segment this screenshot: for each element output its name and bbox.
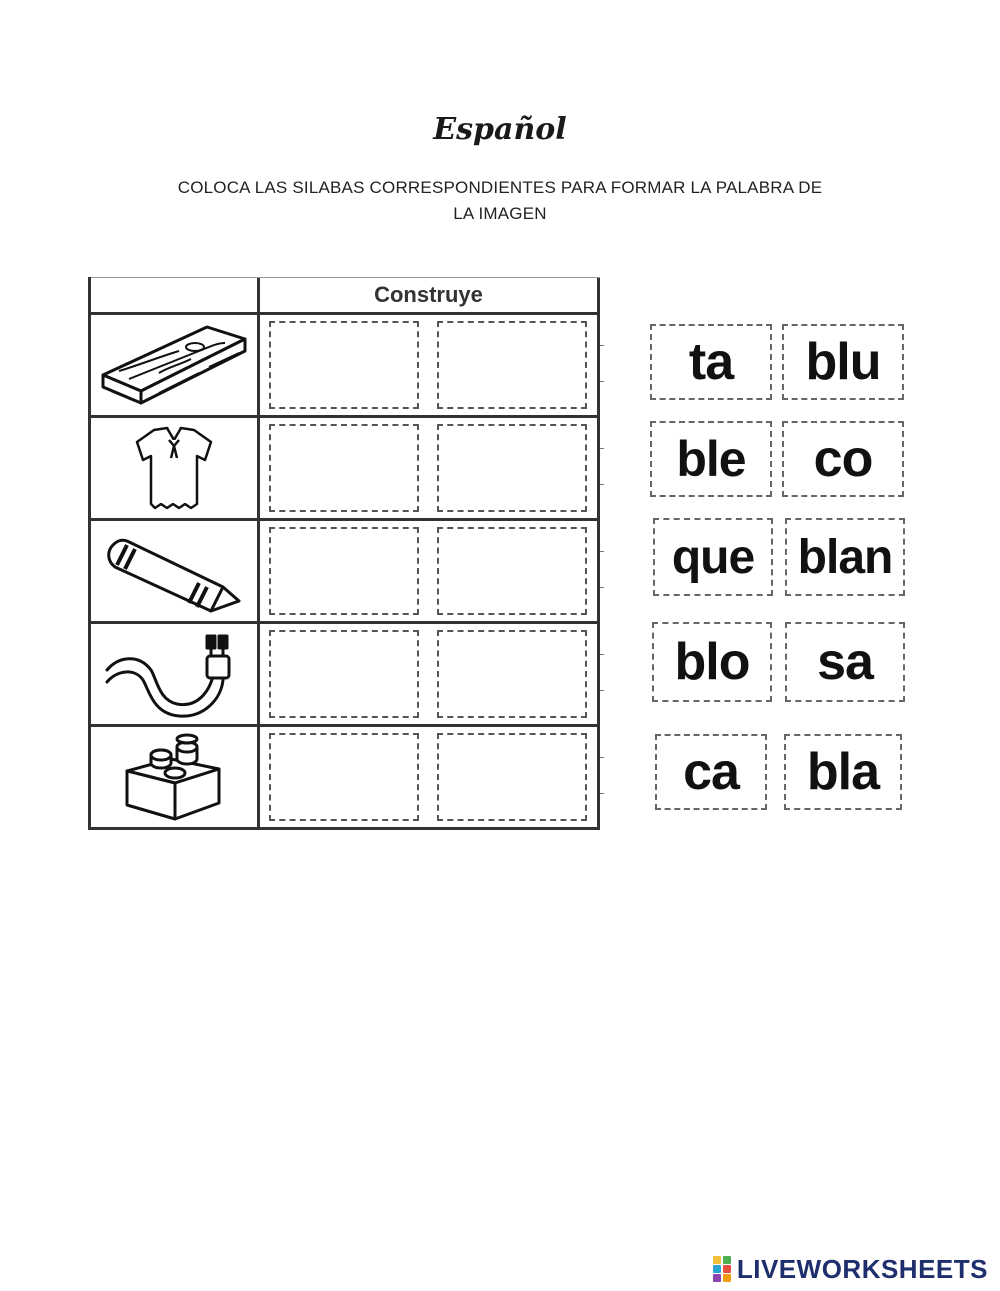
syllable-tile[interactable]: blo xyxy=(652,622,772,702)
power-cable-icon xyxy=(99,630,249,718)
syllable-tile[interactable]: ta xyxy=(650,324,772,400)
column-divider xyxy=(257,315,260,418)
table-row xyxy=(91,624,600,727)
picture-cell xyxy=(91,624,257,724)
syllable-drop-slot-2[interactable] xyxy=(437,527,587,615)
page-title: Español xyxy=(433,112,567,147)
syllable-tile[interactable]: ble xyxy=(650,421,772,497)
table-row xyxy=(91,315,600,418)
edge-tick xyxy=(600,654,604,655)
table-row xyxy=(91,521,600,624)
edge-tick xyxy=(600,448,604,449)
syllable-tile[interactable]: blan xyxy=(785,518,905,596)
edge-tick xyxy=(600,484,604,485)
table-right-edge xyxy=(597,315,600,827)
syllable-tile[interactable]: co xyxy=(782,421,904,497)
edge-tick xyxy=(600,551,604,552)
edge-tick xyxy=(600,757,604,758)
logo-text: LIVEWORKSHEETS xyxy=(736,1253,988,1284)
blouse-icon xyxy=(99,424,249,512)
syllable-tile[interactable]: que xyxy=(653,518,773,596)
column-divider xyxy=(257,727,260,830)
column-divider xyxy=(257,624,260,727)
toy-block-icon xyxy=(99,733,249,821)
column-divider xyxy=(257,521,260,624)
picture-cell xyxy=(91,418,257,518)
crayon-icon xyxy=(99,527,249,615)
edge-tick xyxy=(600,381,604,382)
wooden-plank-icon xyxy=(99,321,249,409)
table-row xyxy=(91,727,600,827)
syllable-drop-slot-2[interactable] xyxy=(437,733,587,821)
syllable-drop-slot-1[interactable] xyxy=(269,527,419,615)
table-row xyxy=(91,418,600,521)
table-header xyxy=(91,277,600,315)
edge-tick xyxy=(600,690,604,691)
worksheet-table xyxy=(88,277,600,830)
picture-cell xyxy=(91,727,257,827)
liveworksheets-logo xyxy=(713,1252,988,1286)
instructions-line-1: COLOCA LAS SILABAS CORRESPONDIENTES PARA FORMAR LA PALABRA DE xyxy=(177,178,823,197)
instructions xyxy=(140,175,860,227)
picture-cell xyxy=(91,315,257,415)
header-construye: Construye xyxy=(374,282,483,307)
edge-tick xyxy=(600,587,604,588)
syllable-drop-slot-2[interactable] xyxy=(437,321,587,409)
syllable-drop-slot-2[interactable] xyxy=(437,424,587,512)
syllable-tile[interactable]: ca xyxy=(655,734,767,810)
syllable-drop-slot-1[interactable] xyxy=(269,321,419,409)
instructions-line-2: LA IMAGEN xyxy=(453,204,547,223)
syllable-drop-slot-1[interactable] xyxy=(269,733,419,821)
edge-tick xyxy=(600,793,604,794)
syllable-drop-slot-1[interactable] xyxy=(269,424,419,512)
syllable-tile[interactable]: sa xyxy=(785,622,905,702)
syllable-drop-slot-1[interactable] xyxy=(269,630,419,718)
column-divider xyxy=(257,418,260,521)
syllable-tile[interactable]: blu xyxy=(782,324,904,400)
logo-blocks-icon xyxy=(713,1256,733,1282)
syllable-tile[interactable]: bla xyxy=(784,734,902,810)
picture-cell xyxy=(91,521,257,621)
table-right-edge xyxy=(597,278,600,312)
syllable-drop-slot-2[interactable] xyxy=(437,630,587,718)
edge-tick xyxy=(600,345,604,346)
